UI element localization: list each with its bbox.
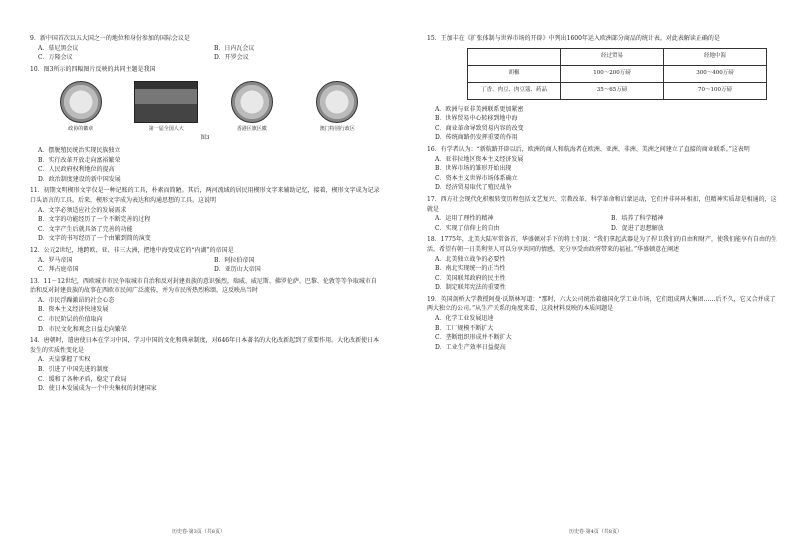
option-a: A．化学工业发展迅速 — [435, 315, 494, 323]
option-b: B．日内瓦会议 — [214, 44, 255, 52]
option-b: B．培养了科学精神 — [611, 215, 664, 223]
macao-emblem-image — [316, 81, 358, 123]
option-a: A．罗马帝国 — [38, 256, 73, 264]
option-c: C．商业革命导致贸易内容的改变 — [435, 124, 524, 132]
left-column — [30, 34, 380, 396]
page-footer: 历史卷·第3页（共8页） — [172, 529, 225, 535]
question-stem: 13．11－12世纪，西欧城市市民争取城市自治和反对封建贵族的意识强烈。瑞威、威尼斯、佛罗伦萨、巴黎、伦敦等等争取城市自治和反对封建贵族的故事在西欧市民间广泛流传，并为市民所热烈称颂。这反映出当时 — [30, 277, 377, 295]
table-cell: 70～100万磅 — [664, 82, 767, 99]
question-12 — [30, 246, 380, 275]
figure-caption: 香港区旗区徽 — [236, 125, 267, 132]
table-cell: 胡椒 — [468, 65, 561, 82]
option-c: C．美国联邦政府的民主性 — [435, 274, 506, 282]
option-d: D．传统商路仍发挥重要的作用 — [435, 134, 518, 142]
option-d: D．促进了思想解放 — [611, 224, 664, 232]
option-a: A．北美独立战争的必要性 — [435, 255, 506, 263]
option-c: C．人民政府权利地位的提高 — [38, 166, 115, 174]
question-17 — [427, 195, 779, 233]
option-b: B．引进了中国先进的制度 — [38, 366, 109, 374]
option-a: A．亚非拉地区资本主义经济发展 — [435, 155, 524, 163]
option-b: B．实行改革开放走向富裕繁荣 — [38, 156, 121, 164]
option-b: B．资本主义经济快速发展 — [38, 306, 109, 314]
right-column — [427, 34, 779, 354]
question-10 — [30, 65, 380, 185]
table-cell: 100～200万磅 — [561, 65, 664, 82]
right-page — [397, 0, 794, 544]
table-cell: 35～65万磅 — [561, 82, 664, 99]
option-d: D．市民文化和观念日益走向繁荣 — [38, 325, 127, 333]
question-9 — [30, 34, 380, 63]
page-footer: 历史卷·第4页（共8页） — [569, 529, 622, 535]
figure-title: 图3 — [200, 135, 210, 142]
option-c: C．垄断组织形成并不断扩大 — [435, 334, 512, 342]
figure-4 — [302, 81, 372, 135]
option-b: B．文字的功能经历了一个不断完善的过程 — [38, 216, 151, 224]
npc-photo-image — [134, 81, 198, 123]
table-header-cell: 经过贸易 — [561, 48, 664, 65]
table-cell: 丁香、肉豆、肉豆蔻、药品 — [468, 82, 561, 99]
option-d: D．政治制度建设的新中国发展 — [38, 175, 121, 183]
option-b: B．工厂规模不断扩大 — [435, 324, 494, 332]
question-15 — [427, 34, 779, 143]
option-d: D．制定联邦宪法的重要性 — [435, 284, 506, 292]
question-13 — [30, 277, 380, 335]
figure-row — [30, 76, 380, 134]
table-header-cell — [468, 48, 561, 65]
option-a: A．市民浮躁激昂的社会心态 — [38, 296, 115, 304]
option-a: A．运用了理性的精神 — [435, 215, 494, 223]
table-row — [468, 65, 767, 82]
question-18 — [427, 235, 779, 293]
question-stem: 15．王加丰在《扩张体制与世界市场的开辟》中列出1600年运入欧洲部分商品的统计表。对此表解读正确的是 — [427, 35, 720, 42]
table-header-row — [468, 48, 767, 65]
option-d: D．开罗会议 — [214, 54, 249, 62]
question-stem: 19．英国剑桥大学教授阿曼·沃斯林写道：“那时，六大公司统治着德国化学工业市场，它们组成两大集团……后不久，它又合并成了两大独立的公司。”从生产关系的角度来看，这段材料反映的本质问题是 — [427, 295, 776, 313]
figure-1 — [46, 81, 116, 135]
question-stem: 18．1775年，北美大陆军常备首，华盛顿对手下的将士们说：“我们拿起武器是为了捍卫我们的自由和财产，使我们能享有自由的生活，希望有朝一日美利坚人可以分享共同的情感，充分享受由政府带来的福祉。”华盛顿意在阐述 — [427, 236, 777, 253]
option-c: C．文字产生后就具备了完善的功能 — [38, 225, 133, 233]
option-b: B．世界市场的雏形开始出现 — [435, 165, 512, 173]
question-stem: 10．图3所示的四幅图片反映的共同主题是我国 — [30, 65, 156, 73]
figure-3 — [217, 81, 287, 135]
option-c: C．资本主义世界市场体系确立 — [435, 174, 518, 182]
table-row — [468, 82, 767, 99]
cppcc-emblem-image — [60, 81, 102, 123]
option-a: A．欧洲与亚非美洲联系更加紧密 — [435, 105, 524, 113]
option-d: D．经济贸易取代了殖民战争 — [435, 184, 512, 192]
option-b: B．南北实现统一的正当性 — [435, 265, 506, 273]
question-19 — [427, 295, 779, 353]
figure-2 — [131, 81, 201, 135]
question-stem: 9．新中国首次以五大国之一的地位和身份参加的国际会议是 — [30, 35, 190, 42]
option-c: C．万隆会议 — [38, 54, 73, 62]
option-d: D．使日本发展成为一个中央集权的封建国家 — [38, 385, 157, 393]
option-c: C．拜占庭帝国 — [38, 266, 79, 274]
option-a: A．文字必须适应社会的发展需求 — [38, 206, 127, 214]
question-stem: 14．唐朝时，遣唐使日本在学习中国，学习中国的文化和典章制度，对646年日本著名的大化改新起到了重要作用。大化改新使日本发生的实质性变化是 — [30, 337, 380, 354]
question-14 — [30, 336, 380, 394]
question-stem: 12．公元2世纪，地跨欧、亚、非三大洲，把地中海变成它的“内湖”的帝国是 — [30, 246, 234, 254]
question-16 — [427, 145, 779, 193]
figure-caption: 第一届全国人大 — [148, 125, 184, 132]
question-stem: 16．有学者认为：“新航路开辟以后，欧洲的商人和航海者在欧洲、亚洲、非洲、美洲之间建立了直接的商业联系。”这表明 — [427, 145, 750, 153]
table-header-cell: 经地中海 — [664, 48, 767, 65]
option-d: D．工业生产效率日益提高 — [435, 343, 506, 351]
hk-emblem-image — [231, 81, 273, 123]
option-a: A．摆脱殖民统治实现民族独立 — [38, 146, 121, 154]
table-cell: 300～400万磅 — [664, 65, 767, 82]
option-c: C．实现了信仰上的自由 — [435, 224, 500, 232]
figure-caption: 政协的徽章 — [68, 125, 94, 132]
option-a: A．天皇掌握了实权 — [38, 356, 91, 364]
option-a: A．慕尼黑会议 — [38, 44, 79, 52]
figure-caption: 澳门特别行政区 — [319, 125, 355, 132]
option-d: D．亚历山大帝国 — [214, 266, 261, 274]
question-stem: 17．西方社会现代化积极转变历程包括文艺复兴、宗教改革、科学革命和启蒙运动，它们并非环环相扣，但精神实质却是相通的，这就是 — [427, 195, 777, 213]
option-c: C．市民阶层的价值取向 — [38, 316, 103, 324]
option-d: D．文字的书写经历了一个由繁到简的演变 — [38, 235, 151, 243]
question-11 — [30, 186, 380, 244]
statistics-table — [467, 48, 767, 100]
option-b: B．世界贸易中心转移到地中海 — [435, 115, 518, 123]
question-stem: 11．初期文明楔形文字仅是一种记账的工具，朴素而简陋。其后，两河流域的居民用楔形文字来辅助记忆，接着，楔形文字成为记录口头语言的工具。后来，楔形文字成为表达和沟通思想的工具。这说明 — [30, 187, 380, 204]
option-b: B．阿拉伯帝国 — [214, 256, 255, 264]
option-c: C．缓和了各种矛盾，稳定了政局 — [38, 375, 127, 383]
